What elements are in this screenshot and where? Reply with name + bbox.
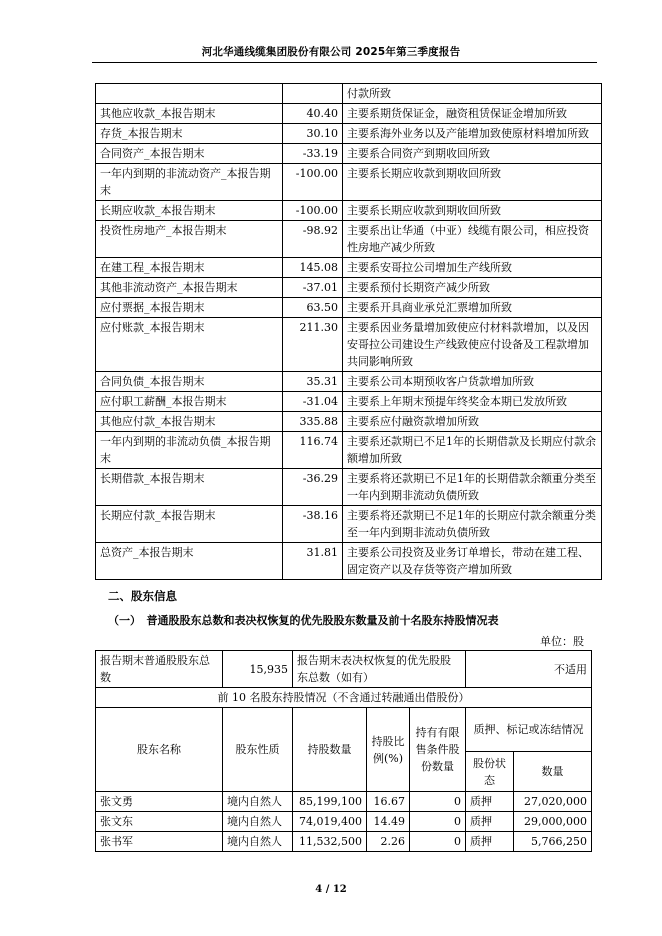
pct-cell: 31.81 — [283, 543, 343, 580]
pct-cell: -38.16 — [283, 506, 343, 543]
reason-cell: 主要系期货保证金，融资租赁保证金增加所致 — [343, 104, 602, 124]
table-row — [96, 392, 602, 412]
pct-cell: -98.92 — [283, 221, 343, 258]
table-header-row — [96, 708, 592, 752]
pct-cell: 63.50 — [283, 298, 343, 318]
table-cell: 付款所致 — [343, 84, 602, 104]
table-row — [96, 506, 602, 543]
col-header-nature: 股东性质 — [223, 708, 293, 792]
table-row — [96, 432, 602, 469]
item-cell: 存货_本报告期末 — [96, 124, 283, 144]
holder-restricted-cell: 0 — [410, 792, 466, 812]
item-cell: 长期应付款_本报告期末 — [96, 506, 283, 543]
holder-name-cell: 张文东 — [96, 812, 223, 832]
reason-cell: 主要系将还款期已不足1年的长期应付款余额重分类至一年内到期非流动负债所致 — [343, 506, 602, 543]
table-cell — [283, 84, 343, 104]
table-row — [96, 469, 602, 506]
holder-shares-cell: 74,019,400 — [293, 812, 367, 832]
table-cell — [96, 84, 283, 104]
pref-holders-label: 报告期末表决权恢复的优先股股东总数（如有） — [293, 651, 466, 688]
col-header-shares: 持股数量 — [293, 708, 367, 792]
pct-cell: 35.31 — [283, 372, 343, 392]
pct-cell: -31.04 — [283, 392, 343, 412]
section-title: 二、股东信息 — [108, 589, 177, 603]
holder-name-cell: 张文勇 — [96, 792, 223, 812]
table-row — [96, 792, 592, 812]
reason-cell: 主要系开具商业承兑汇票增加所致 — [343, 298, 602, 318]
item-cell: 应付票据_本报告期末 — [96, 298, 283, 318]
reason-cell: 主要系公司投资及业务订单增长，带动在建工程、固定资产以及存货等资产增加所致 — [343, 543, 602, 580]
col-header-name: 股东名称 — [96, 708, 223, 792]
pct-cell: 30.10 — [283, 124, 343, 144]
holder-nature-cell: 境内自然人 — [223, 832, 293, 852]
item-cell: 其他应收款_本报告期末 — [96, 104, 283, 124]
reason-cell: 主要系合同资产到期收回所致 — [343, 144, 602, 164]
table-row — [96, 651, 592, 688]
pref-holders-value: 不适用 — [466, 651, 592, 688]
item-cell: 总资产_本报告期末 — [96, 543, 283, 580]
table-row — [96, 832, 592, 852]
table-row — [96, 258, 602, 278]
reason-cell: 主要系应付融资款增加所致 — [343, 412, 602, 432]
pct-cell: -36.29 — [283, 469, 343, 506]
pct-cell: 211.30 — [283, 318, 343, 372]
reason-cell: 主要系海外业务以及产能增加致使原材料增加所致 — [343, 124, 602, 144]
reason-cell: 主要系出让华通（中亚）线缆有限公司，相应投资性房地产减少所致 — [343, 221, 602, 258]
holder-status-cell: 质押 — [466, 832, 514, 852]
reason-cell: 主要系上年期末预提年终奖金本期已发放所致 — [343, 392, 602, 412]
table-row — [96, 278, 602, 298]
table-row — [96, 124, 602, 144]
unit-label: 单位：股 — [540, 635, 584, 648]
table-row — [96, 372, 602, 392]
col-header-ratio: 持股比例(%) — [367, 708, 410, 792]
item-cell: 其他应付款_本报告期末 — [96, 412, 283, 432]
reason-cell: 主要系长期应收款到期收回所致 — [343, 201, 602, 221]
col-header-qty: 数量 — [514, 752, 592, 792]
holder-nature-cell: 境内自然人 — [223, 792, 293, 812]
pct-cell: -100.00 — [283, 164, 343, 201]
reason-cell: 主要系还款期已不足1年的长期借款及长期应付款余额增加所致 — [343, 432, 602, 469]
reason-cell: 主要系安哥拉公司增加生产线所致 — [343, 258, 602, 278]
table-row — [96, 412, 602, 432]
item-cell: 合同资产_本报告期末 — [96, 144, 283, 164]
holder-status-cell: 质押 — [466, 812, 514, 832]
top10-title: 前 10 名股东持股情况（不含通过转融通出借股份） — [96, 688, 592, 708]
pct-cell: 145.08 — [283, 258, 343, 278]
item-cell: 一年内到期的非流动资产_本报告期末 — [96, 164, 283, 201]
holder-nature-cell: 境内自然人 — [223, 812, 293, 832]
reason-cell: 主要系将还款期已不足1年的长期借款余额重分类至一年内到期非流动负债所致 — [343, 469, 602, 506]
pct-cell: 116.74 — [283, 432, 343, 469]
table-row — [96, 221, 602, 258]
holder-qty-cell: 29,000,000 — [514, 812, 592, 832]
reason-cell: 主要系预付长期资产减少所致 — [343, 278, 602, 298]
page-number: 4 / 12 — [315, 884, 347, 895]
table-row — [96, 104, 602, 124]
table-row — [96, 812, 592, 832]
subsection-title: （一） 普通股股东总数和表决权恢复的优先股股东数量及前十名股东持股情况表 — [108, 614, 499, 627]
table-row — [96, 318, 602, 372]
holder-status-cell: 质押 — [466, 792, 514, 812]
pct-cell: -33.19 — [283, 144, 343, 164]
holder-restricted-cell: 0 — [410, 832, 466, 852]
total-holders-value: 15,935 — [223, 651, 293, 688]
header-rule — [92, 62, 597, 63]
item-cell: 合同负债_本报告期末 — [96, 372, 283, 392]
item-cell: 应付账款_本报告期末 — [96, 318, 283, 372]
holder-ratio-cell: 14.49 — [367, 812, 410, 832]
holder-name-cell: 张书军 — [96, 832, 223, 852]
col-header-restricted: 持有有限售条件股份数量 — [410, 708, 466, 792]
holder-ratio-cell: 2.26 — [367, 832, 410, 852]
item-cell: 长期借款_本报告期末 — [96, 469, 283, 506]
reason-cell: 主要系长期应收款到期收回所致 — [343, 164, 602, 201]
table-row — [96, 688, 592, 708]
reason-cell: 主要系公司本期预收客户货款增加所致 — [343, 372, 602, 392]
holder-shares-cell: 85,199,100 — [293, 792, 367, 812]
total-holders-label: 报告期末普通股股东总数 — [96, 651, 223, 688]
table-row — [96, 144, 602, 164]
pct-cell: -100.00 — [283, 201, 343, 221]
item-cell: 投资性房地产_本报告期末 — [96, 221, 283, 258]
col-header-status: 股份状态 — [466, 752, 514, 792]
table-row — [96, 543, 602, 580]
reason-cell: 主要系因业务量增加致使应付材料款增加，以及因安哥拉公司建设生产线致使应付设备及工程款增加共同影响所致 — [343, 318, 602, 372]
page-header: 河北华通线缆集团股份有限公司 2025年第三季度报告 — [201, 46, 461, 58]
holder-qty-cell: 27,020,000 — [514, 792, 592, 812]
table-row — [96, 164, 602, 201]
item-cell: 其他非流动资产_本报告期末 — [96, 278, 283, 298]
item-cell: 一年内到期的非流动负债_本报告期末 — [96, 432, 283, 469]
holder-restricted-cell: 0 — [410, 812, 466, 832]
shareholder-table — [95, 650, 592, 852]
pct-cell: -37.01 — [283, 278, 343, 298]
item-cell: 在建工程_本报告期末 — [96, 258, 283, 278]
item-cell: 应付职工薪酬_本报告期末 — [96, 392, 283, 412]
holder-ratio-cell: 16.67 — [367, 792, 410, 812]
change-reason-table — [95, 83, 602, 580]
col-header-pledge: 质押、标记或冻结情况 — [466, 708, 592, 752]
table-row — [96, 201, 602, 221]
item-cell: 长期应收款_本报告期末 — [96, 201, 283, 221]
table-row — [96, 298, 602, 318]
holder-qty-cell: 5,766,250 — [514, 832, 592, 852]
holder-shares-cell: 11,532,500 — [293, 832, 367, 852]
table-row — [96, 84, 602, 104]
pct-cell: 335.88 — [283, 412, 343, 432]
pct-cell: 40.40 — [283, 104, 343, 124]
